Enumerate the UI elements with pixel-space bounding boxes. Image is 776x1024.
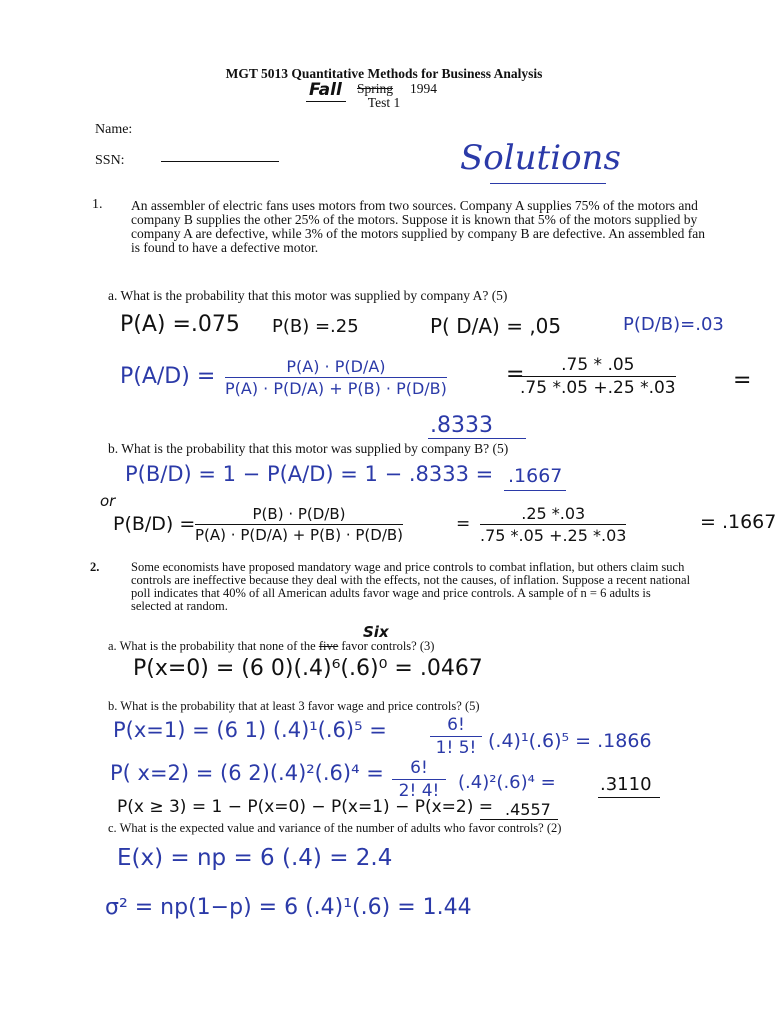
q2a-question-struck: five [318,639,339,653]
q2a-work: P(x=0) = (6 0)(.4)⁶(.6)⁰ = .0467 [133,656,483,681]
course-title: MGT 5013 Quantitative Methods for Business Analysis [225,66,543,81]
q1a-answer-underline [428,438,526,439]
q1a-pdb: P(D/B)=.03 [623,314,724,335]
q1b-formula-fraction [195,505,403,544]
q1b-values-fraction [480,504,626,545]
q1a-values-den: .75 *.05 +.25 *.03 [520,378,676,398]
q2b-line2-num: 6! [410,758,428,778]
q1a-values-fraction [520,355,676,398]
q1a-formula-fraction [225,357,447,398]
q2b-line3-val: .4557 [505,800,551,819]
q2b-line1-num: 6! [447,715,465,735]
q1b-question: b. What is the probability that this motor was supplied by company B? (5) [108,441,509,456]
test-number: Test 1 [367,95,401,110]
q2b-line2-bar [392,779,446,780]
q1b-answer: .1667 [508,465,563,487]
q1a-question: a. What is the probability that this motor was supplied by company A? (5) [108,288,508,303]
term-struck: Spring [357,81,394,96]
q2b-line2-rhs: (.4)²(.6)⁴ = [458,772,556,793]
q2c-variance: σ² = np(1−p) = 6 (.4)¹(.6) = 1.44 [105,895,472,920]
q1b-values-num: .25 *.03 [521,504,586,523]
q1a-values-bar [520,376,676,377]
q2b-line2-lhs: P( x=2) = (6 2)(.4)²(.6)⁴ = [110,761,384,785]
term-year: 1994 [410,81,437,96]
q2c-expected: E(x) = np = 6 (.4) = 2.4 [117,845,393,871]
ssn-blank [161,161,279,162]
q1b-lhs: P(B/D) = [113,513,196,535]
solutions-heading: Solutions [460,138,621,178]
q2b-line2-den: 2! 4! [398,781,440,801]
name-label: Name: [95,122,133,137]
q1b-or: or [100,492,116,510]
q1a-formula-den: P(A) · P(D/A) + P(B) · P(D/B) [225,379,447,398]
q2-number: 2. [90,560,100,574]
q1b-formula-num: P(B) · P(D/B) [252,505,346,523]
q1a-formula-lhs: P(A/D) = [120,364,216,389]
q1-number: 1. [92,197,103,212]
q2a-question [108,640,434,653]
q2b-line2-fraction [392,758,446,801]
q1a-eq: = [506,362,525,387]
q2b-line3-underline [480,819,558,820]
q1b-answer-underline [504,490,566,491]
q2b-question: b. What is the probability that at least 3 favor wage and price controls? (5) [108,699,480,713]
q2b-line1-rhs: (.4)¹(.6)⁵ = .1866 [488,730,652,752]
q1a-formula-bar [225,377,447,378]
q2b-line1-lhs: P(x=1) = (6 1) (.4)¹(.6)⁵ = [113,718,387,742]
q2c-question: c. What is the expected value and variance of the number of adults who favor controls? (2) [108,821,562,835]
q1a-values-num: .75 * .05 [561,355,635,375]
ssn-label: SSN: [95,153,125,168]
q2b-line2-val: .3110 [600,774,652,795]
q2b-line1-bar [430,736,482,737]
q1b-result: = .1667 [700,511,776,533]
q1a-answer: .8333 [430,413,493,438]
q2b-line1-den: 1! 5! [435,738,477,758]
q1b-values-bar [480,524,626,525]
q1b-values-den: .75 *.05 +.25 *.03 [480,526,627,545]
q2b-line2-underline [598,797,660,798]
q2b-line3: P(x ≥ 3) = 1 − P(x=0) − P(x=1) − P(x=2) = [117,797,494,817]
q2b-line1-fraction [430,715,482,758]
q1-text: An assembler of electric fans uses motors from two sources. Company A supplies 75% of the motors and company B supplies the other 25% of the motors. Suppose it is known that 5% of the motors supplied by company A are defective, while 3% of the motors supplied by company B are defective. An assembled fan is found to have a defective motor. [131,198,705,255]
q1a-formula-num: P(A) · P(D/A) [286,357,386,376]
q1a-pa: P(A) =.075 [120,312,240,337]
q2-text: Some economists have proposed mandatory wage and price controls to combat inflation, but others claim such controls are ineffective because they deal with the effects, not the causes, of inflation. Suppose a recent national poll indicates that 40% of all American adults favor wage and price controls. A sample of n = 6 adults is selected at random. [131,560,691,613]
q1a-pb: P(B) =.25 [272,316,359,337]
q1b-formula-den: P(A) · P(D/A) + P(B) · P(D/B) [195,526,404,544]
solutions-underline [490,183,606,184]
q1a-eq2: = [733,368,752,393]
q1b-formula-bar [195,524,403,525]
q1b-line1: P(B/D) = 1 − P(A/D) = 1 − .8333 = [125,462,494,486]
q1b-eq: = [456,514,471,534]
q1a-pda: P( D/A) = ,05 [430,314,562,338]
q2a-insert: Six [363,623,389,641]
q2a-question-pre: a. What is the probability that none of the [108,639,316,653]
q2a-question-post: favor controls? (3) [341,639,435,653]
term-handwritten: Fall [309,80,342,100]
